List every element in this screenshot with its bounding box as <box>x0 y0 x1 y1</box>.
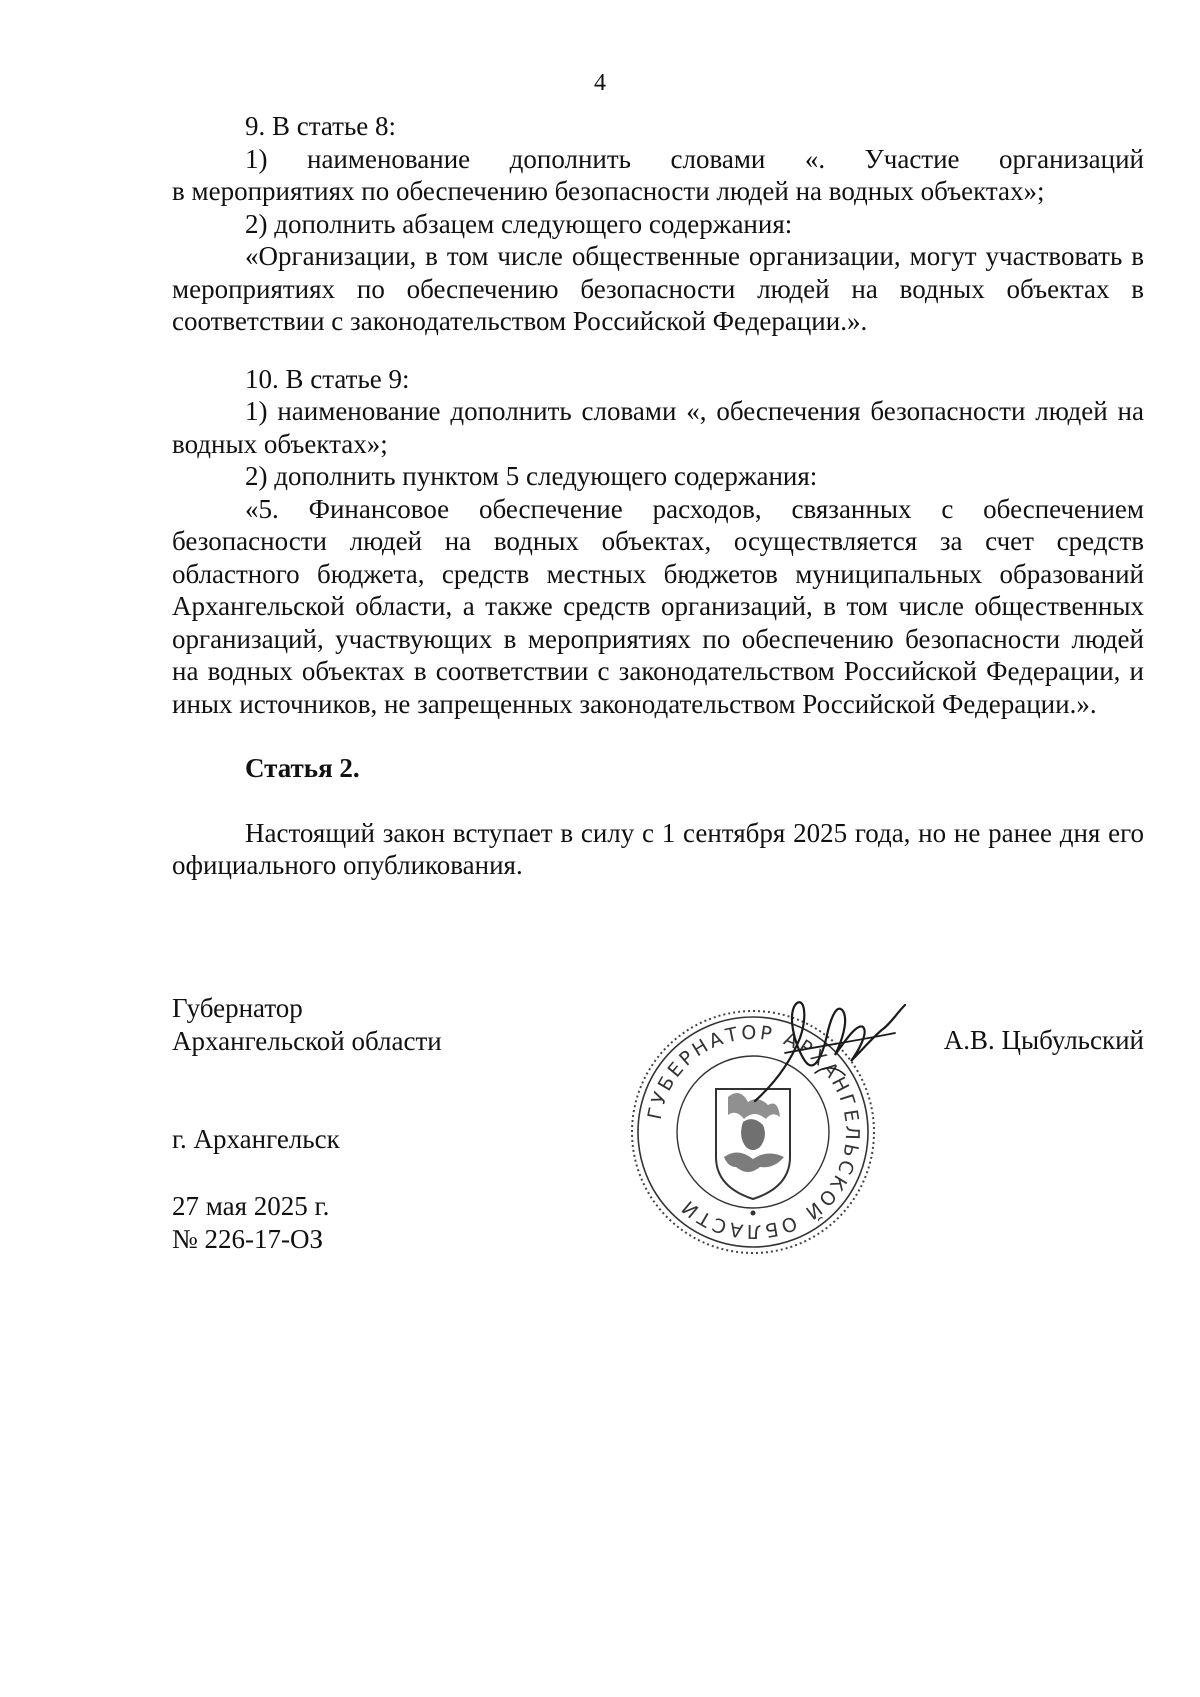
governor-title-line1: Губернатор <box>172 993 303 1023</box>
law-date: 27 мая 2025 г. <box>172 1191 330 1221</box>
section9-item1-line2: в мероприятиях по обеспечению безопасности людей на водных объектах»; <box>172 176 1045 206</box>
section10-item2: 2) дополнить пунктом 5 следующего содержания: <box>245 461 818 491</box>
document-body <box>172 110 1144 882</box>
section10-item1: 1) наименование дополнить словами «, обеспечения безопасности людей на водных объектах»; <box>172 396 1144 459</box>
section10-quote: «5. Финансовое обеспечение расходов, связанных с обеспечением безопасности людей на водных объектах, осуществляется за счет средств областного бюджета, средств местных бюджетов муниципальных образований Архангельской области, а также средств организаций, в том числе общественных организаций, участвующих в мероприятиях по обеспечению безопасности людей на водных объектах в соответствии с законодательством Российской Федерации, и иных источников, не запрещенных законодательством Российской Федерации.». <box>172 493 1144 719</box>
seal-text: ГУБЕРНАТОР АРХАНГЕЛЬСКОЙ ОБЛАСТИ <box>643 1021 864 1243</box>
section9-item2: 2) дополнить абзацем следующего содержания: <box>245 208 793 239</box>
section9-heading: 9. В статье 8: <box>245 111 397 141</box>
governor-name: А.В. Цыбульский <box>943 1025 1144 1055</box>
page-number: 4 <box>594 70 606 96</box>
section9-quote: «Организации, в том числе общественные организации, могут участвовать в мероприятиях по обеспечению безопасности людей на водных объектах в соответствии с законодательством Российской Федерации.». <box>172 241 1144 336</box>
governor-title-line2: Архангельской области <box>172 1025 442 1056</box>
section9-item1-line1: 1) наименование дополнить словами «. Участие организаций <box>245 143 1144 174</box>
governor-title <box>172 992 442 1057</box>
handwritten-signature <box>745 983 915 1113</box>
date-and-number <box>172 1190 329 1255</box>
section10-heading: 10. В статье 9: <box>245 363 410 394</box>
article2-heading: Статья 2. <box>245 753 360 783</box>
article2-text: Настоящий закон вступает в силу с 1 сентября 2025 года, но не ранее дня его официального опубликования. <box>172 817 1144 880</box>
law-number: № 226-17-ОЗ <box>172 1223 324 1254</box>
place: г. Архангельск <box>172 1124 340 1154</box>
